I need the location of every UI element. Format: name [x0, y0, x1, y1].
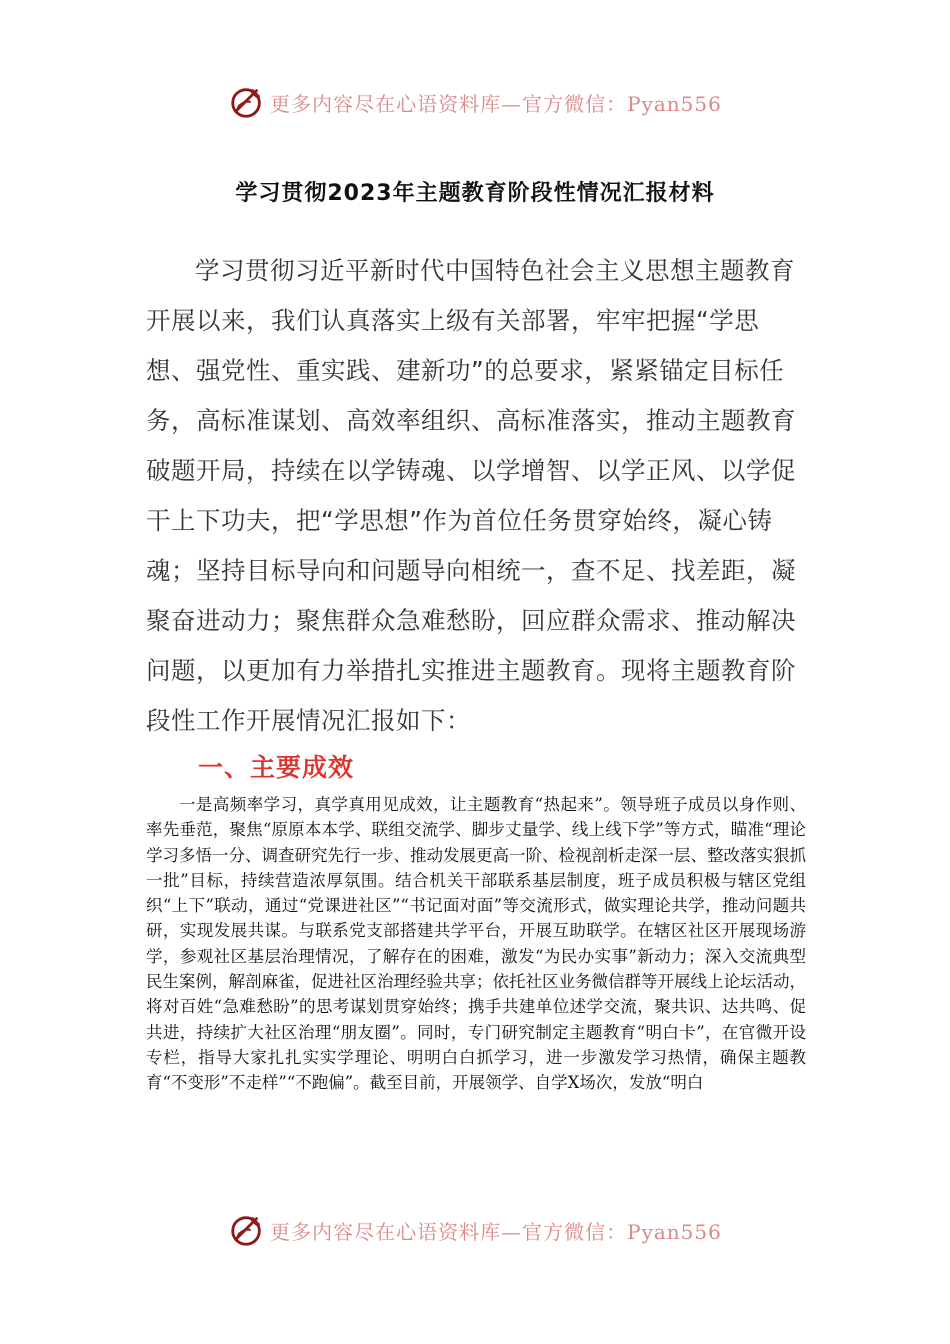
body-paragraph: 一是高频率学习，真学真用见成效，让主题教育“热起来”。领导班子成员以身作则、率先垂范，聚焦“原原本本学、联组交流学、脚步丈量学、线上线下学”等方式，瞄准“理论学习多悟一分、调查研究先行一步、推动发展更高一阶、检视剖析走深一层、整改落实狠抓一批”目标，持续营造浓厚氛围。结合机关干部联系基层制度，班子成员积极与辖区党组织“上下”联动，通过“党课进社区”“书记面对面”等交流形式，做实理论共学，推动问题共研，实现发展共谋。与联系党支部搭建共学平台，开展互助联学。在辖区社区开展现场游学，参观社区基层治理情况，了解存在的困难，激发“为民办实事”新动力；深入交流典型民生案例，解剖麻雀，促进社区治理经验共享；依托社区业务微信群等开展线上论坛活动，将对百姓“急难愁盼”的思考谋划贯穿始终；携手共建单位述学交流，聚共识、达共鸣、促共进，持续扩大社区治理“朋友圈”。同时，专门研究制定主题教育“明白卡”，在官微开设专栏，指导大家扎扎实实学理论、明明白白抓学习，进一步激发学习热情，确保主题教育“不变形”不走样”“不跑偏”。截至目前，开展领学、自学X场次，发放“明白: [146, 795, 806, 1093]
watermark-banner-top: [0, 80, 950, 124]
section-heading-main-results: 一、主要成效: [198, 753, 355, 782]
watermark-banner-bottom: [0, 1208, 950, 1252]
document-title: 学习贯彻2023年主题教育阶段性情况汇报材料: [235, 181, 715, 206]
pen-logo-icon: [228, 83, 266, 121]
watermark-text: 更多内容尽在心语资料库—官方微信：Pyan556: [270, 91, 722, 116]
pen-logo-icon: [228, 1211, 266, 1249]
watermark-text: 更多内容尽在心语资料库—官方微信：Pyan556: [270, 1219, 722, 1244]
intro-paragraph: 学习贯彻习近平新时代中国特色社会主义思想主题教育开展以来，我们认真落实上级有关部署，牢牢把握“学思想、强党性、重实践、建新功”的总要求，紧紧锚定目标任务，高标准谋划、高效率组织、高标准落实，推动主题教育破题开局，持续在以学铸魂、以学增智、以学正风、以学促干上下功夫，把“学思想”作为首位任务贯穿始终，凝心铸魂；坚持目标导向和问题导向相统一，查不足、找差距，凝聚奋进动力；聚焦群众急难愁盼，回应群众需求、推动解决问题，以更加有力举措扎实推进主题教育。现将主题教育阶段性工作开展情况汇报如下：: [146, 256, 796, 735]
